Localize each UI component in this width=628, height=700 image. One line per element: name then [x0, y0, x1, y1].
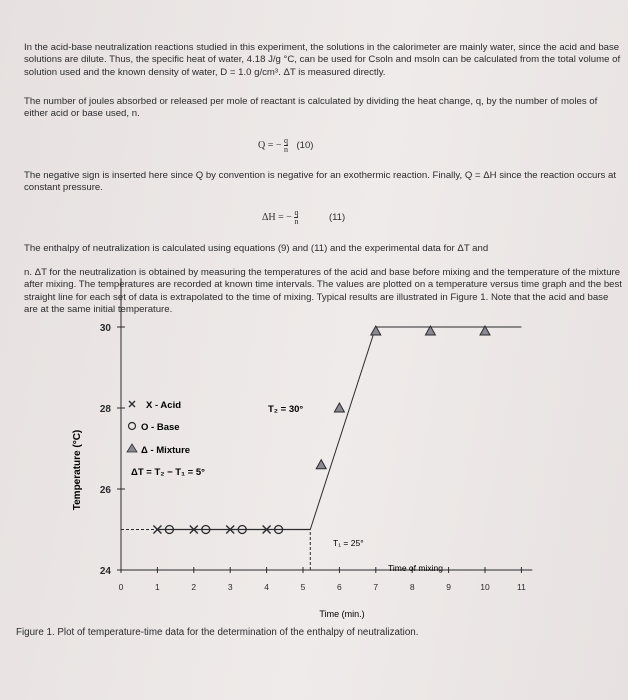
equation-11-lhs: ΔH = −: [262, 211, 292, 223]
paragraph-enthalpy: The enthalpy of neutralization is calculated using equations (9) and (11) and the experimental data for ΔT and: [24, 243, 489, 254]
extrapolation-line: [310, 327, 521, 530]
x-tick-label: 10: [480, 582, 490, 592]
y-tick-label: 26: [99, 485, 111, 496]
legend-base-symbol: [129, 423, 136, 430]
legend-acid: X - Acid: [146, 400, 182, 411]
mixture-point: [334, 403, 344, 412]
equation-11-numerator: q: [294, 208, 299, 217]
x-tick-label: 9: [446, 582, 451, 592]
chart-marks: [127, 326, 490, 533]
annotation-t2: T₂ = 30°: [268, 404, 304, 415]
legend-mixture: Δ - Mixture: [141, 445, 191, 456]
y-tick-label: 24: [99, 566, 111, 577]
y-tick-label: 30: [99, 323, 111, 334]
legend-delta-t: ΔT = T₂ − T₁ = 5°: [131, 467, 205, 478]
equation-10-denominator: n: [284, 145, 289, 154]
x-tick-label: 8: [409, 582, 415, 592]
paragraph-delta-t: n. ΔT for the neutralization is obtained by measuring the temperatures of the acid and base before mixing and the temperature of the mixture after mixing. The temperatures are recorded at known time intervals. The values are plotted on a temperature versus time graph and the best straight line for each set of data is extrapolated to the time of mixing. Typical results are illustrated in Figure 1. Note that the acid and base are at the same initial temperature.: [24, 267, 622, 316]
equation-10-number: (10): [296, 139, 314, 151]
equation-10-lhs: Q = −: [258, 139, 282, 151]
mixture-point: [316, 460, 326, 469]
equation-10-numerator: q: [284, 136, 289, 145]
legend-base: O - Base: [141, 422, 180, 433]
x-tick-label: 4: [264, 582, 269, 592]
x-tick-label: 5: [300, 582, 306, 592]
legend-acid-symbol: [129, 401, 135, 407]
y-axis-label: Temperature (°C): [72, 429, 83, 511]
x-tick-label: 7: [373, 582, 379, 592]
paragraph-negative-sign: The negative sign is inserted here since Q by convention is negative for an exothermic reaction. Finally, Q = ΔH since the reaction occurs at constant pressure.: [24, 170, 617, 194]
figure-caption: Figure 1. Plot of temperature-time data for the determination of the enthalpy of neutralization.: [16, 627, 419, 638]
annotation-t1: T₁ = 25°: [333, 538, 364, 548]
x-tick-label: 2: [191, 582, 197, 592]
x-tick-label: 6: [337, 582, 342, 592]
annotation-time-of-mixing: Time of mixing: [388, 563, 443, 573]
equation-11-number: (11): [328, 211, 346, 223]
chart-axes: [100, 278, 532, 592]
x-tick-label: 3: [227, 582, 233, 592]
x-tick-label: 11: [516, 582, 526, 592]
x-tick-label: 1: [155, 582, 160, 592]
legend-mixture-symbol: [127, 444, 137, 452]
equation-11-denominator: n: [294, 217, 299, 226]
y-tick-label: 28: [99, 404, 111, 415]
x-tick-label: 0: [118, 582, 124, 592]
paragraph-joules-per-mole: The number of joules absorbed or released per mole of reactant is calculated by dividing the heat change, q, by the number of moles of either acid or base used, n.: [24, 96, 598, 120]
paragraph-calorimeter: In the acid-base neutralization reactions studied in this experiment, the solutions in the calorimeter are mainly water, since the acid and base solutions are dilute. Thus, the specific heat of water, 4.18 J/g °C, can be used for Csoln and msoln can be calculated from the total volume of solution used and the known density of water, D = 1.0 g/cm³. ΔT is measured directly.: [24, 42, 621, 78]
x-axis-label: Time (min.): [319, 609, 365, 619]
